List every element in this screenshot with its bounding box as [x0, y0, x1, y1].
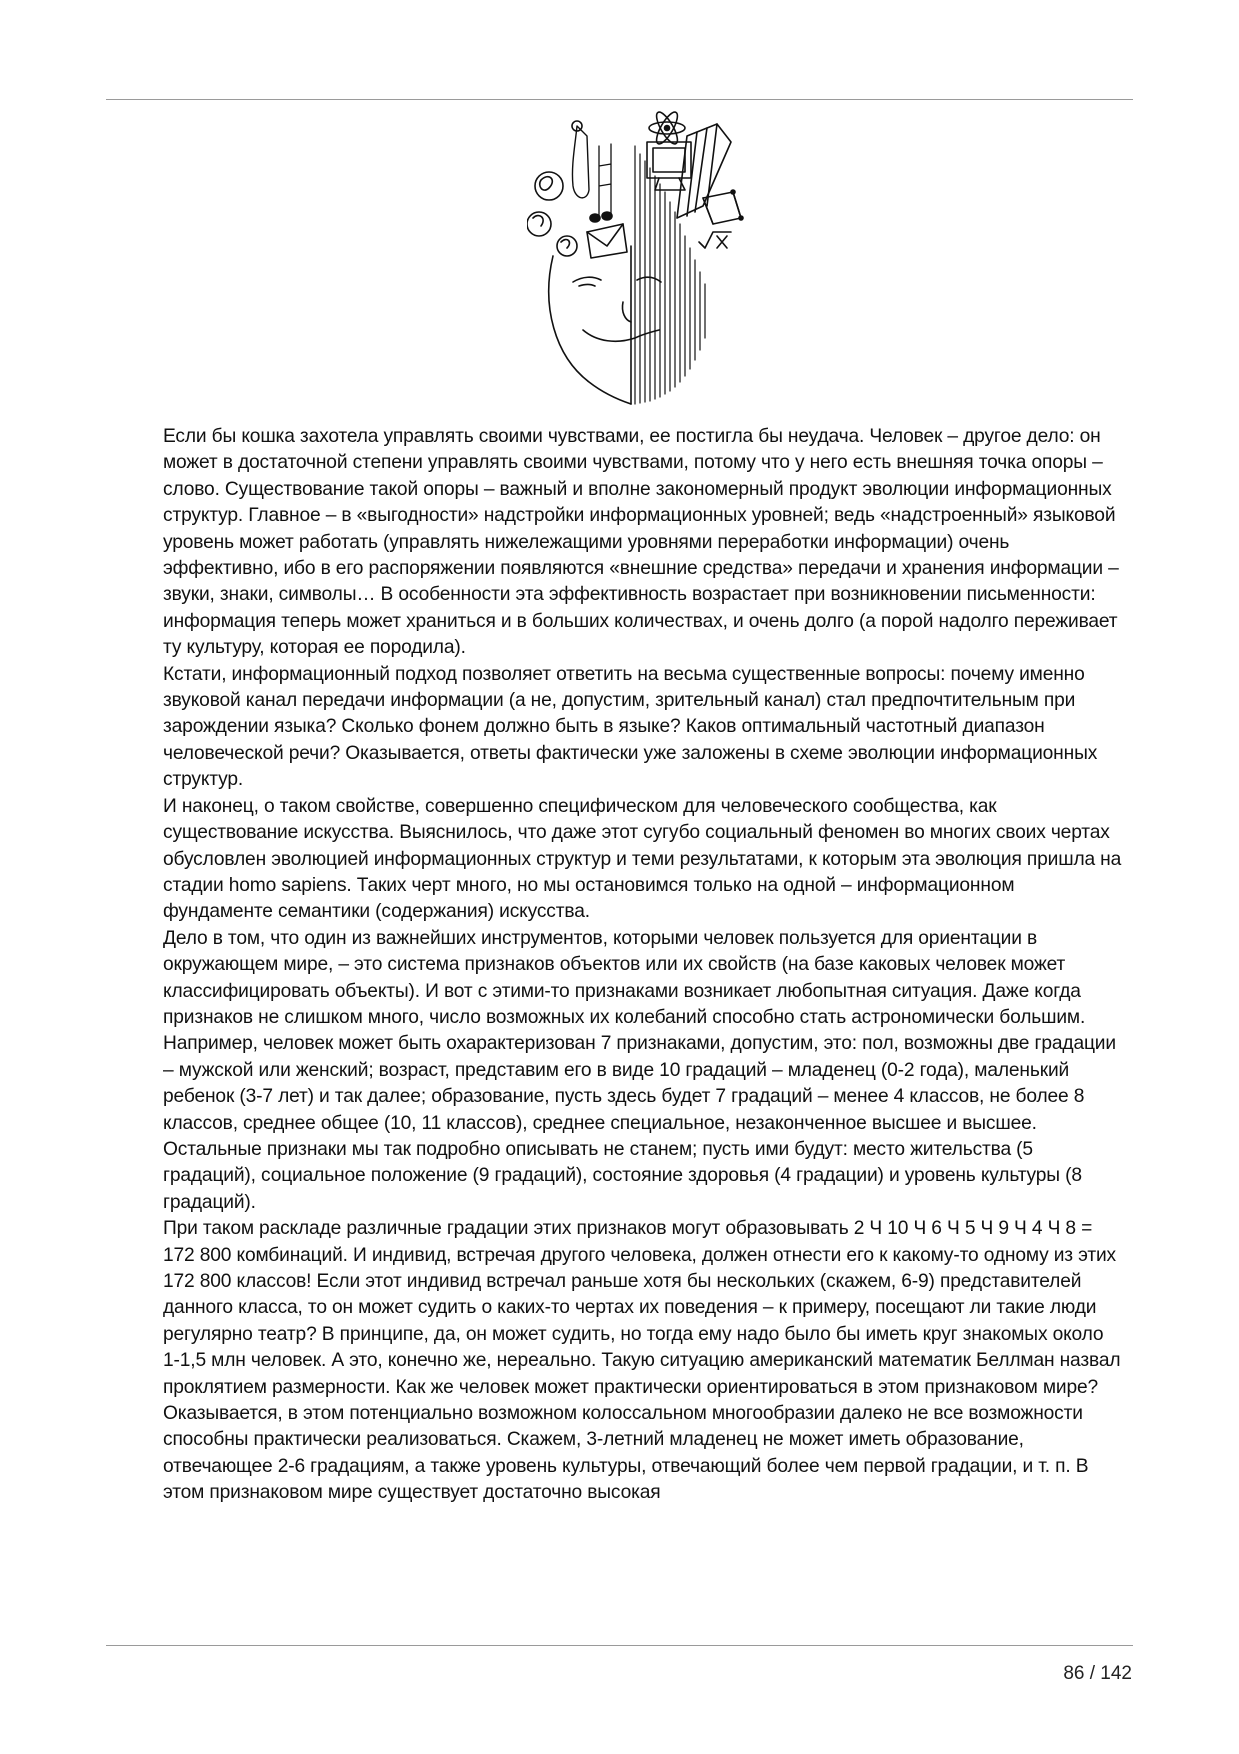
paragraph: Оказывается, в этом потенциально возможном колоссальном многообразии далеко не все возможности способны практически реализоваться. Скажем, 3-летний младенец не может иметь образование, отвечающее 2-6 градациям, а также уровень культуры, отвечающий более чем первой градации, и т. п. В этом признаковом мире существует достаточно высокая — [163, 1403, 1089, 1504]
paragraph: При таком раскладе различные градации этих признаков могут образовывать 2 Ч 10 Ч 6 Ч 5 Ч 9 Ч 4 Ч 8 = 172 800 комбинаций. И индивид, встречая другого человека, должен отнести его к какому-то одному из этих 172 800 классов! Если этот индивид встречал раньше хотя бы нескольких (скажем, 6-9) представителей данного класса, то он может судить о каких-то чертах их поведения – к примеру, посещают ли такие люди регулярно театр? В принципе, да, он может судить, но тогда ему надо было бы иметь круг знакомых около 1-1,5 млн человек. А это, конечно же, нереально. Такую ситуацию американский математик Беллман назвал проклятием размерности. Как же человек может практически ориентироваться в этом признаковом мире? — [163, 1218, 1121, 1398]
paragraph: Дело в том, что один из важнейших инструментов, которыми человек пользуется для ориентации в окружающем мире, – это система признаков объектов или их свойств (на базе каковых человек может классифицировать объекты). И вот с этими-то признаками возникает любопытная ситуация. Даже когда признаков не слишком много, число возможных их колебаний способно стать астрономически большим. Например, человек может быть охарактеризован 7 признаками, допустим, это: пол, возможны две градации – мужской или женский; возраст, представим его в виде 10 градаций – младенец (0-2 года), маленький ребенок (3-7 лет) и так далее; образование, пусть здесь будет 7 градаций – менее 4 классов, не более 8 классов, среднее общее (10, 11 классов), среднее специальное, незаконченное высшее и высшее. — [163, 927, 1116, 1134]
paragraph: Остальные признаки мы так подробно описывать не станем; пусть ими будут: место жительства (5 градаций), социальное положение (9 градаций), состояние здоровья (4 градации) и уровень культуры (8 градаций). — [163, 1138, 1082, 1213]
paragraph: Если бы кошка захотела управлять своими чувствами, ее постигла бы неудача. Человек – другое дело: он может в достаточной степени управлять своими чувствами, потому что у него есть внешняя точка опоры – слово. Существование такой опоры – важный и вполне закономерный продукт эволюции информационных структур. Главное – в «выгодности» надстройки информационных уровней; ведь «надстроенный» языковой уровень может работать (управлять нижележащими уровнями переработки информации) очень эффективно, ибо в его распоряжении появляются «внешние средства» передачи и хранения информации – звуки, знаки, символы… В особенности эта эффективность возрастает при возникновении письменности: информация теперь может храниться и в больших количествах, и очень долго (а порой надолго переживает ту культуру, которая ее породила). — [163, 426, 1119, 659]
page-number: 86 / 142 — [1063, 1663, 1132, 1684]
body-text — [163, 424, 1123, 1507]
footer-rule — [106, 1645, 1133, 1646]
paragraph: Кстати, информационный подход позволяет ответить на весьма существенные вопросы: почему именно звуковой канал передачи информации (а не, допустим, зрительный канал) стал предпочтительным при зарождении языка? Сколько фонем должно быть в языке? Каков оптимальный частотный диапазон человеческой речи? Оказывается, ответы фактически уже заложены в схеме эволюции информационных структур. — [163, 663, 1098, 791]
header-rule — [106, 99, 1133, 100]
paragraph: И наконец, о таком свойстве, совершенно специфическом для человеческого сообщества, как существование искусства. Выяснилось, что даже этот сугубо социальный феномен во многих своих чертах обусловлен эволюцией информационных структур и теми результатами, к которым эта эволюция пришла на стадии homo sapiens. Таких черт много, но мы остановимся только на одной – информационном фундаменте семантики (содержания) искусства. — [163, 795, 1122, 923]
head-illustration-icon — [527, 106, 765, 406]
